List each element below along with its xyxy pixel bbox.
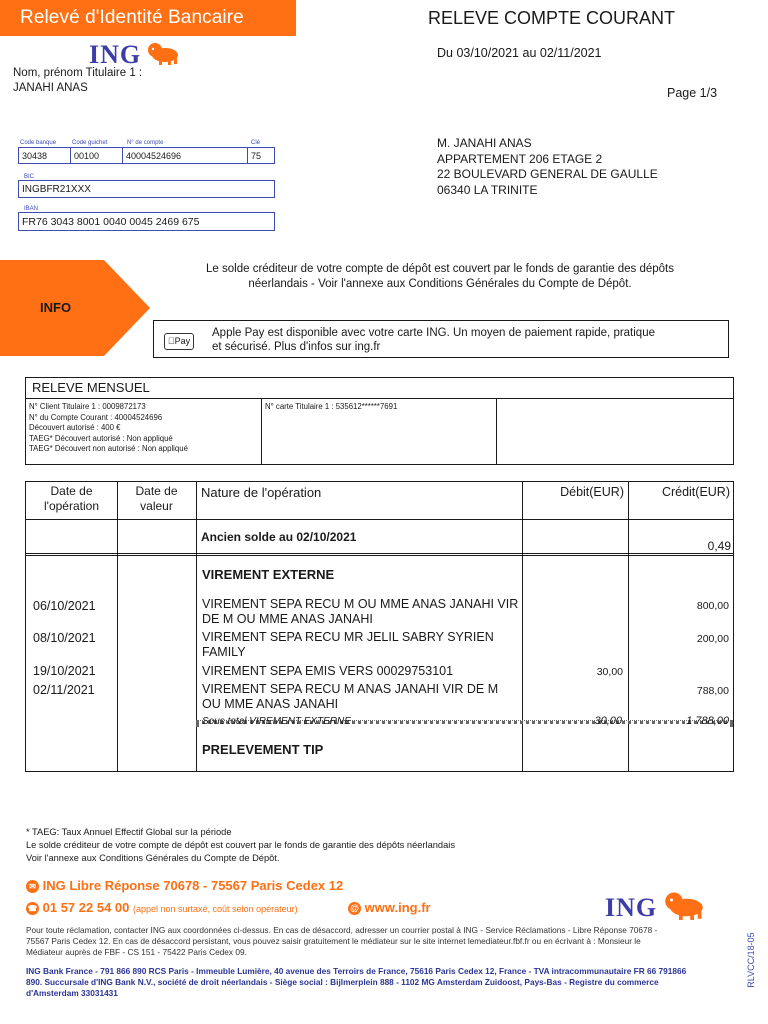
row-2-label: VIREMENT SEPA RECU MR JELIL SABRY SYRIEN FAMILY bbox=[202, 630, 494, 659]
client-number: N° Client Titulaire 1 : 0009872173 bbox=[29, 402, 146, 411]
footer-ing-logo bbox=[605, 890, 706, 923]
code-banque-value: 30438 bbox=[22, 151, 48, 161]
card-number: N° carte Titulaire 1 : 535612******7691 bbox=[265, 402, 398, 411]
subtotal-label: Sous total VIREMENT EXTERNE bbox=[202, 716, 351, 727]
page-number: Page 1/3 bbox=[667, 86, 718, 100]
row-4-label: VIREMENT SEPA RECU M ANAS JANAHI VIR DE M OU MME ANAS JANAHI bbox=[202, 682, 499, 711]
guarantee-notice bbox=[150, 262, 730, 292]
ancien-solde-value: 0,49 bbox=[707, 539, 731, 553]
releve-mensuel-box bbox=[25, 377, 734, 465]
apple-icon bbox=[168, 336, 175, 346]
footer-ing-logo-text: ING bbox=[605, 893, 658, 922]
iban-label: IBAN bbox=[24, 206, 39, 212]
header-debit: Débit(EUR) bbox=[560, 485, 624, 499]
rib-banner: Relevé d'Identité Bancaire bbox=[0, 0, 296, 36]
row-1-credit: 800,00 bbox=[696, 600, 729, 612]
side-reference: RLVCC/18-05 bbox=[746, 932, 756, 988]
bic-value: INGBFR21XXX bbox=[22, 184, 91, 195]
bic-field bbox=[18, 180, 275, 198]
applepay-line-1: Apple Pay est disponible avec votre carte ING. Un moyen de paiement rapide, pratique bbox=[212, 327, 655, 339]
address-line-4: 06340 LA TRINITE bbox=[437, 182, 538, 197]
iban-value: FR76 3043 8001 0040 0045 2469 675 bbox=[22, 216, 200, 228]
phone-number: 01 57 22 54 00 bbox=[42, 900, 130, 915]
releve-title: RELEVE MENSUEL bbox=[32, 380, 150, 395]
guarantee-line-2: néerlandais - Voir l'annexe aux Conditions Générales du Compte de Dépôt. bbox=[248, 278, 632, 290]
row-4-date: 02/11/2021 bbox=[33, 683, 95, 697]
holder-label: Nom, prénom Titulaire 1 : bbox=[13, 67, 143, 79]
address-line-2: APPARTEMENT 206 ETAGE 2 bbox=[437, 151, 603, 166]
num-compte-label: N° de compte bbox=[127, 140, 164, 146]
note-guarantee: Le solde créditeur de votre compte de dépôt est couvert par le fonds de garantie des dépôts néerlandais bbox=[26, 840, 455, 850]
ancien-solde-label: Ancien solde au 02/10/2021 bbox=[201, 530, 357, 544]
phone-note: (appel non surtaxé, coût selon opérateur) bbox=[133, 904, 298, 914]
operations-table bbox=[25, 481, 734, 772]
contact-address-text: ING Libre Réponse 70678 - 75567 Paris Cedex 12 bbox=[42, 878, 344, 893]
subtotal-credit: 1 788,00 bbox=[686, 715, 729, 727]
phone-icon: ☎ bbox=[27, 904, 38, 913]
header-nature: Nature de l'opération bbox=[201, 485, 322, 500]
code-banque-label: Code banque bbox=[20, 140, 57, 146]
info-arrow bbox=[0, 260, 150, 356]
applepay-text bbox=[212, 326, 655, 354]
iban-field bbox=[18, 212, 275, 231]
header-date-val: Date de valeur bbox=[135, 484, 178, 513]
web-link[interactable]: www.ing.fr bbox=[364, 900, 431, 915]
num-compte-value: 40004524696 bbox=[126, 151, 182, 161]
header-date-op: Date de l'opération bbox=[44, 484, 99, 513]
mail-icon: ✉ bbox=[26, 880, 39, 893]
code-guichet-value: 00100 bbox=[74, 151, 100, 161]
recipient-address bbox=[437, 136, 658, 198]
address-line-1: M. JANAHI ANAS bbox=[437, 136, 532, 150]
statement-title: RELEVE COMPTE COURANT bbox=[428, 8, 676, 28]
row-1-label: VIREMENT SEPA RECU M OU MME ANAS JANAHI VIR DE M OU MME ANAS JANAHI bbox=[202, 597, 519, 626]
overdraft: Découvert autorisé : 400 € bbox=[29, 423, 121, 432]
legal-text: ING Bank France - 791 866 890 RCS Paris - Immeuble Lumière, 40 avenue des Terroirs de France, 75616 Paris Cedex 12, France - TVA intracommunautaire FR 66 791866 890. Succursale d'ING Bank N.V., société de droit néerlandais - Siège social : Bijlmerplein 888 - 1102 MG Amsterdam Zuidoost, Pays-Bas - Registre du commerce d'Amsterdam 33031431 bbox=[26, 966, 687, 998]
ing-logo-text: ING bbox=[89, 40, 142, 69]
guarantee-line-1: Le solde créditeur de votre compte de dépôt est couvert par le fonds de garantie des dépôts bbox=[206, 263, 674, 275]
ops-separator bbox=[25, 553, 734, 554]
subtotal-debit: 30,00 bbox=[594, 715, 622, 727]
taeg-authorized: TAEG* Découvert autorisé : Non appliqué bbox=[29, 433, 173, 443]
bic-label: BIC bbox=[24, 174, 35, 180]
header-credit: Crédit(EUR) bbox=[661, 485, 730, 499]
row-2-credit: 200,00 bbox=[696, 633, 729, 645]
holder-name: JANAHI ANAS bbox=[13, 82, 88, 94]
footer-lion-icon bbox=[662, 890, 706, 920]
row-4-credit: 788,00 bbox=[696, 685, 729, 697]
ing-logo bbox=[89, 40, 180, 68]
contact-phone bbox=[26, 900, 298, 915]
applepay-badge-text: Pay bbox=[171, 336, 187, 346]
footer-notes bbox=[26, 826, 455, 865]
rib-row bbox=[18, 147, 275, 164]
code-guichet-label: Code guichet bbox=[72, 140, 108, 146]
reclamation-text: Pour toute réclamation, contacter ING aux coordonnées ci-dessus. En cas de désaccord, adresser un courrier postal à ING - Service Réclamations - Libre Réponse 70678 - 75567 Paris Cedex 12. En cas de désaccord persistant, vous pouvez saisir gratuitement le médiateur sur le site internet lemediateur.fbf.fr ou en écrivant à : Monsieur le Médiateur auprès de FBF - CS 151 - 75422 Paris Cedex 09. bbox=[26, 925, 658, 957]
section-virement-externe: VIREMENT EXTERNE bbox=[202, 567, 335, 582]
cle-label: Clé bbox=[251, 140, 261, 146]
address-line-3: 22 BOULEVARD GENERAL DE GAULLE bbox=[437, 167, 658, 181]
contact-web[interactable] bbox=[348, 900, 431, 915]
section-prelevement-tip: PRELEVEMENT TIP bbox=[202, 742, 324, 757]
cle-value: 75 bbox=[251, 151, 262, 161]
web-icon: @ bbox=[348, 902, 361, 915]
applepay-badge bbox=[164, 333, 194, 350]
row-1-date: 06/10/2021 bbox=[33, 599, 96, 613]
lion-icon bbox=[146, 41, 180, 65]
note-annex: Voir l'annexe aux Conditions Générales du Compte de Dépôt. bbox=[26, 853, 280, 863]
account-number: N° du Compte Courant : 40004524696 bbox=[29, 412, 163, 422]
row-3-date: 19/10/2021 bbox=[33, 664, 96, 678]
statement-period: Du 03/10/2021 au 02/11/2021 bbox=[437, 46, 602, 60]
info-label: INFO bbox=[40, 300, 72, 315]
contact-address bbox=[26, 878, 343, 893]
note-taeg: * TAEG: Taux Annuel Effectif Global sur la période bbox=[26, 827, 232, 837]
taeg-unauthorized: TAEG* Découvert non autorisé : Non appliqué bbox=[29, 444, 188, 453]
row-3-debit: 30,00 bbox=[596, 666, 623, 678]
applepay-line-2: et sécurisé. Plus d'infos sur ing.fr bbox=[212, 341, 381, 353]
releve-info bbox=[29, 402, 188, 455]
row-2-date: 08/10/2021 bbox=[33, 631, 96, 645]
row-3-label: VIREMENT SEPA EMIS VERS 00029753101 bbox=[202, 664, 454, 678]
